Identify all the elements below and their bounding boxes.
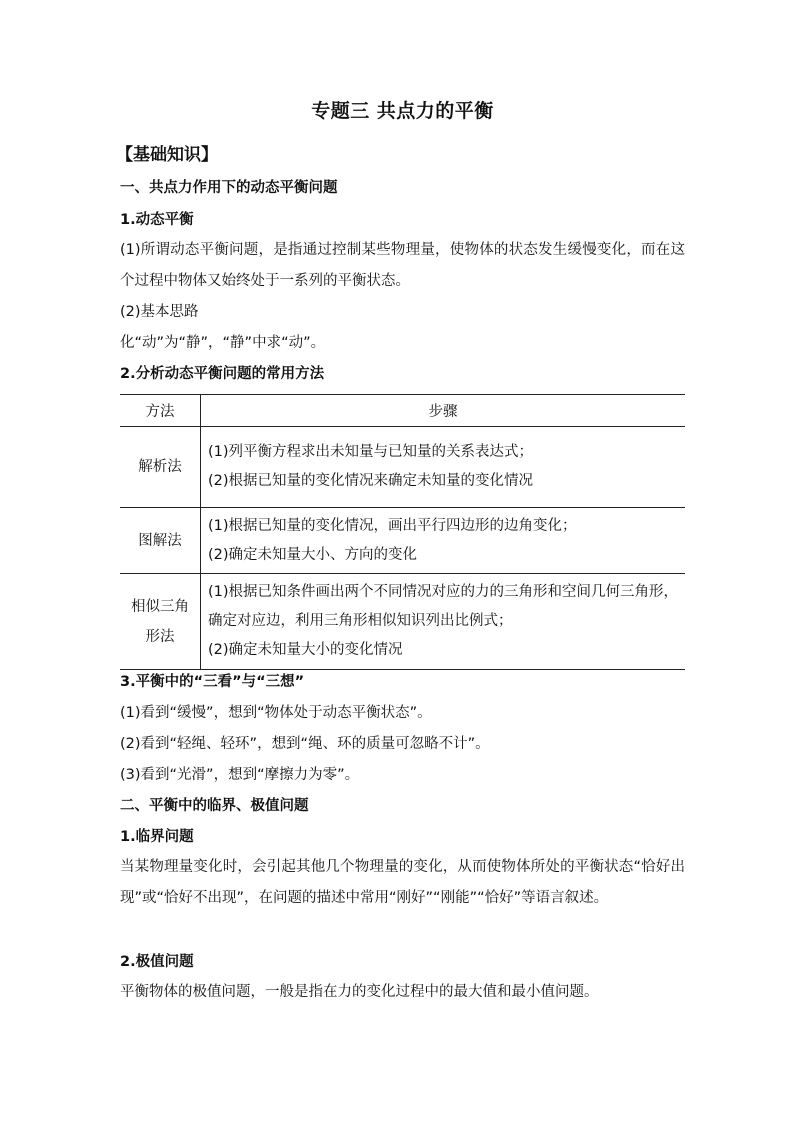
table-row <box>120 574 685 670</box>
sub3-item-2: (2)看到“轻绳、轻环”，想到“绳、环的质量可忽略不计”。 <box>120 736 490 752</box>
table-row <box>120 508 685 574</box>
step-text: (1)根据已知量的变化情况，画出平行四边形的边角变化； <box>208 517 577 534</box>
step-text: (2)根据已知量的变化情况来确定未知量的变化情况 <box>208 473 534 489</box>
steps-cell <box>201 427 686 508</box>
step-text: (1)列平衡方程求出未知量与已知量的关系表达式； <box>208 444 534 460</box>
part2-sub2-heading: 2.极值问题 <box>120 954 194 970</box>
column-header-method: 方法 <box>120 395 201 427</box>
part2-sub1-heading: 1.临界问题 <box>120 829 194 845</box>
sub3-item-1: (1)看到“缓慢”，想到“物体处于动态平衡状态”。 <box>120 705 432 721</box>
method-cell <box>120 508 201 574</box>
sub1-paragraph-2-text: 化“动”为“静”，“静”中求“动”。 <box>120 335 326 351</box>
method-name-line-2: 形法 <box>145 628 175 645</box>
steps-cell <box>201 508 686 574</box>
sub2-heading: 2.分析动态平衡问题的常用方法 <box>120 366 325 382</box>
column-header-steps: 步骤 <box>201 395 686 427</box>
part2-sub2-paragraph: 平衡物体的极值问题，一般是指在力的变化过程中的最大值和最小值问题。 <box>120 984 599 1000</box>
method-name: 图解法 <box>138 532 182 549</box>
method-name: 解析法 <box>138 459 182 475</box>
steps-cell <box>201 574 686 670</box>
step-text: (2)确定未知量大小的变化情况 <box>208 642 403 658</box>
part2-sub1-paragraph: 当某物理量变化时，会引起其他几个物理量的变化，从而使物体所处的平衡状态“恰好出现”或“恰好不出现”，在问题的描述中常用“刚好”“刚能”“恰好”等语言叙述。 <box>120 859 685 906</box>
part1-heading: 一、共点力作用下的动态平衡问题 <box>120 180 338 196</box>
table-header-row <box>120 395 685 427</box>
method-cell <box>120 427 201 508</box>
methods-table <box>120 394 685 670</box>
page-title: 专题三 共点力的平衡 <box>311 100 494 122</box>
sub3-heading: 3.平衡中的“三看”与“三想” <box>120 674 305 690</box>
step-text: (1)根据已知条件画出两个不同情况对应的力的三角形和空间几何三角形，确定对应边，利用三角形相似知识列出比例式； <box>208 584 679 629</box>
method-cell <box>120 574 201 670</box>
part2-heading: 二、平衡中的临界、极值问题 <box>120 798 309 814</box>
sub1-heading: 1.动态平衡 <box>120 212 194 228</box>
sub3-item-3: (3)看到“光滑”，想到“摩擦力为零”。 <box>120 767 360 783</box>
table-row <box>120 427 685 508</box>
section-label: 【基础知识】 <box>116 145 218 165</box>
step-text: (2)确定未知量大小、方向的变化 <box>208 546 418 563</box>
sub1-paragraph-1: (1)所谓动态平衡问题，是指通过控制某些物理量，使物体的状态发生缓慢变化，而在这个过程中物体又始终处于一系列的平衡状态。 <box>120 242 685 289</box>
method-name-line-1: 相似三角 <box>131 598 189 615</box>
sub1-paragraph-2-heading: (2)基本思路 <box>120 304 199 320</box>
